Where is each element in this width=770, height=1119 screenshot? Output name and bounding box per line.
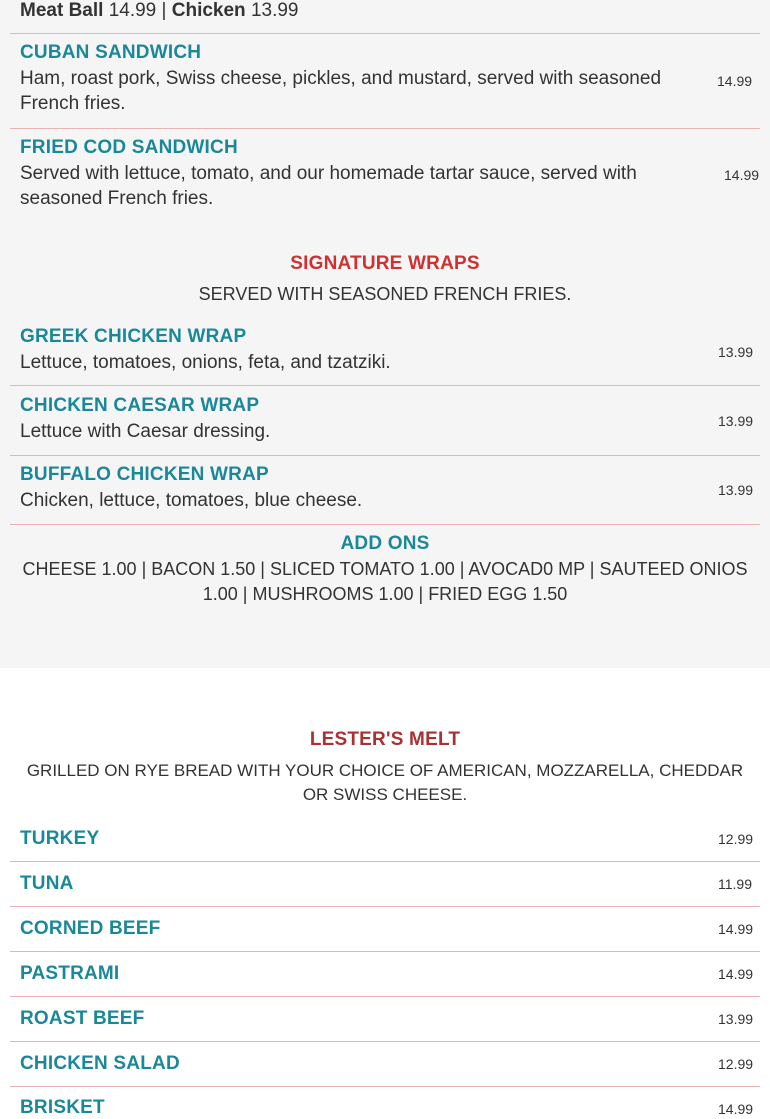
divider xyxy=(10,524,760,525)
item-name-corned-beef: CORNED BEEF xyxy=(20,918,161,939)
item-price-fried-cod-sandwich: 14.99 xyxy=(724,167,760,183)
item-price-turkey: 12.99 xyxy=(718,831,754,847)
meatball-price: 14.99 xyxy=(108,0,157,21)
item-name-roast-beef: ROAST BEEF xyxy=(20,1008,145,1029)
item-price-chicken-salad: 12.99 xyxy=(718,1056,754,1072)
divider xyxy=(10,861,760,862)
divider xyxy=(10,996,760,997)
section-title-lesters-melt: LESTER'S MELT xyxy=(309,729,461,750)
item-price-greek-chicken-wrap: 13.99 xyxy=(718,344,754,360)
item-price-brisket: 14.99 xyxy=(718,1101,754,1117)
separator: | xyxy=(161,0,167,21)
item-price-corned-beef: 14.99 xyxy=(718,921,754,937)
item-price-roast-beef: 13.99 xyxy=(718,1011,754,1027)
item-name-greek-chicken-wrap: GREEK CHICKEN WRAP xyxy=(20,326,247,347)
divider xyxy=(10,951,760,952)
item-price-cuban-sandwich: 14.99 xyxy=(717,73,753,89)
divider xyxy=(10,33,760,34)
item-name-tuna: TUNA xyxy=(20,873,74,894)
divider xyxy=(10,455,760,456)
item-name-chicken-salad: CHICKEN SALAD xyxy=(20,1053,180,1074)
section-title-add-ons: ADD ONS xyxy=(340,533,430,554)
divider xyxy=(10,1086,760,1087)
item-desc-chicken-caesar-wrap: Lettuce with Caesar dressing. xyxy=(20,421,271,442)
top-price-line xyxy=(20,0,299,22)
divider xyxy=(10,128,760,129)
item-desc-cuban-sandwich: Ham, roast pork, Swiss cheese, pickles, and mustard, served with seasoned French fries. xyxy=(20,68,662,114)
chicken-price: 13.99 xyxy=(250,0,299,21)
divider xyxy=(10,1041,760,1042)
section-subtitle-signature-wraps: SERVED WITH SEASONED FRENCH FRIES. xyxy=(198,284,572,304)
divider xyxy=(10,385,760,386)
item-price-buffalo-chicken-wrap: 13.99 xyxy=(718,482,754,498)
chicken-label: Chicken xyxy=(171,0,246,21)
item-name-brisket: BRISKET xyxy=(20,1097,105,1118)
item-name-turkey: TURKEY xyxy=(20,828,100,849)
item-price-chicken-caesar-wrap: 13.99 xyxy=(718,413,754,429)
item-desc-fried-cod-sandwich: Served with lettuce, tomato, and our homemade tartar sauce, served with seasoned French fries. xyxy=(20,163,637,209)
add-ons-list: CHEESE 1.00 | BACON 1.50 | SLICED TOMATO 1.00 | AVOCAD0 MP | SAUTEED ONIOS 1.00 | MUSHROOMS 1.00 | FRIED EGG 1.50 xyxy=(22,559,748,604)
item-name-buffalo-chicken-wrap: BUFFALO CHICKEN WRAP xyxy=(20,464,269,485)
section-subtitle-lesters-melt: GRILLED ON RYE BREAD WITH YOUR CHOICE OF AMERICAN, MOZZARELLA, CHEDDAR OR SWISS CHEESE. xyxy=(26,761,744,804)
item-price-pastrami: 14.99 xyxy=(718,966,754,982)
item-name-cuban-sandwich: CUBAN SANDWICH xyxy=(20,42,202,63)
item-name-pastrami: PASTRAMI xyxy=(20,963,120,984)
item-name-fried-cod-sandwich: FRIED COD SANDWICH xyxy=(20,137,238,158)
divider xyxy=(10,906,760,907)
item-price-tuna: 11.99 xyxy=(718,876,752,892)
meatball-label: Meat Ball xyxy=(20,0,104,21)
item-desc-buffalo-chicken-wrap: Chicken, lettuce, tomatoes, blue cheese. xyxy=(20,490,363,511)
section-title-signature-wraps: SIGNATURE WRAPS xyxy=(290,253,480,274)
item-desc-greek-chicken-wrap: Lettuce, tomatoes, onions, feta, and tzatziki. xyxy=(20,352,391,373)
item-name-chicken-caesar-wrap: CHICKEN CAESAR WRAP xyxy=(20,395,260,416)
